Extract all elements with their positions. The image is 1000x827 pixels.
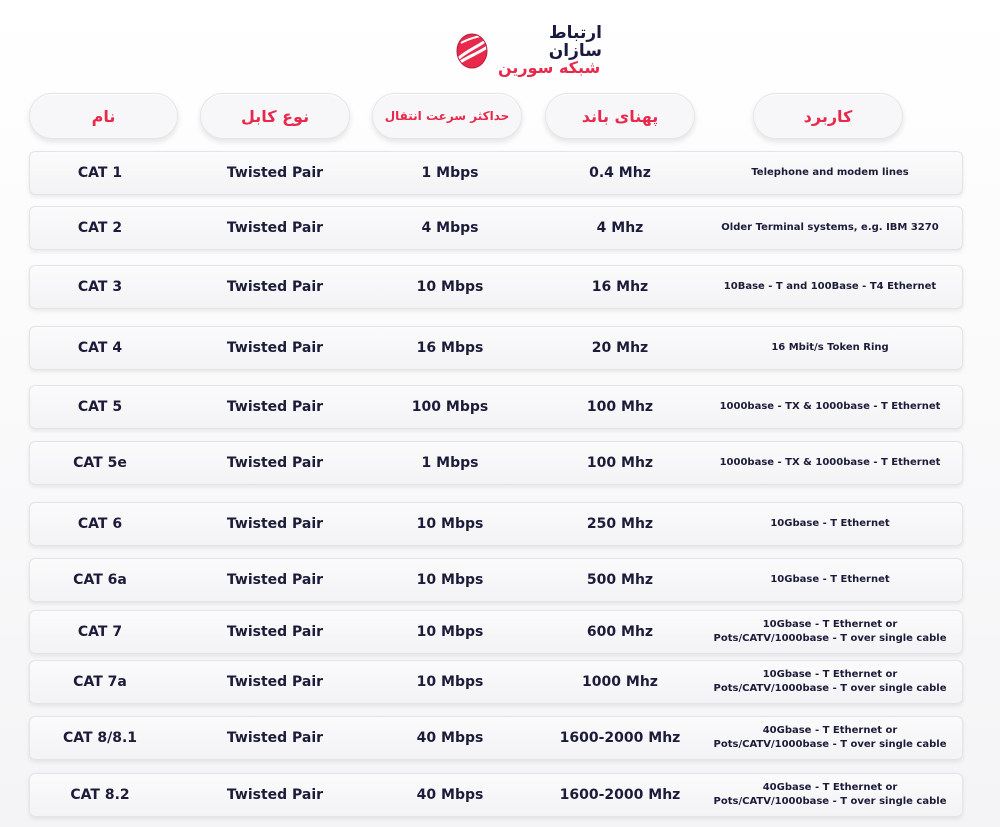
table-row [29,206,963,250]
bandwidth: 0.4 Mhz [589,165,651,181]
usage-line: 10Gbase - T Ethernet or [762,618,898,630]
max-speed: 10 Mbps [416,572,484,588]
usage-line: 16 Mbit/s Token Ring [771,341,889,353]
cable-name: CAT 3 [77,279,123,295]
max-speed: 10 Mbps [416,674,484,690]
usage [710,207,950,249]
header-usage: کاربرد [753,93,903,139]
table-row [29,558,963,602]
usage-lines [771,341,888,356]
usage [710,774,950,816]
table-row [29,385,963,429]
bandwidth: 1600-2000 Mhz [559,730,681,746]
brand-line-2: شبکه سورین [498,58,601,78]
bandwidth: 1000 Mhz [582,674,658,690]
cable-name: CAT 4 [77,340,123,356]
usage [710,386,950,428]
usage-line: 10Base - T and 100Base - T4 Ethernet [723,280,937,292]
usage-line: 40Gbase - T Ethernet or [762,724,898,736]
usage-lines [714,668,947,697]
table-row [29,441,963,485]
table-row [29,326,963,370]
cable-type: Twisted Pair [226,624,324,640]
usage-line: 10Gbase - T Ethernet [770,573,890,585]
usage [710,266,950,308]
bandwidth: 20 Mhz [591,340,649,356]
usage [710,442,950,484]
header-cable-type: نوع کابل [200,93,350,139]
usage [710,503,950,545]
table-row [29,610,963,654]
bandwidth: 500 Mhz [586,572,654,588]
usage-line: 1000base - TX & 1000base - T Ethernet [719,400,941,412]
brand-logo [452,22,602,78]
usage-lines [721,221,938,236]
usage-lines [720,400,941,415]
cable-name: CAT 2 [77,220,123,236]
usage-lines [724,280,936,295]
table-row [29,660,963,704]
usage-line: 1000base - TX & 1000base - T Ethernet [719,456,941,468]
usage-line: 10Gbase - T Ethernet [770,517,890,529]
usage-lines [714,781,947,810]
cable-name: CAT 5e [73,455,127,471]
cable-name: CAT 7a [73,674,127,690]
cable-type: Twisted Pair [226,516,324,532]
usage-lines [770,573,889,588]
usage-lines [720,456,941,471]
cable-name: CAT 8/8.1 [62,730,138,746]
max-speed: 10 Mbps [416,624,484,640]
usage-line: 10Gbase - T Ethernet or [762,668,898,680]
cable-type: Twisted Pair [226,730,324,746]
cable-name: CAT 5 [77,399,123,415]
usage-line: Pots/CATV/1000base - T over single cable [713,683,947,694]
bandwidth: 16 Mhz [591,279,649,295]
cable-type: Twisted Pair [226,220,324,236]
cable-name: CAT 8.2 [70,787,130,803]
usage-line: 40Gbase - T Ethernet or [762,781,898,793]
max-speed: 16 Mbps [416,340,484,356]
table-row [29,716,963,760]
header-bandwidth: پهنای باند [545,93,695,139]
bandwidth: 100 Mhz [586,399,654,415]
usage-lines [770,517,889,532]
bandwidth: 600 Mhz [586,624,654,640]
cable-type: Twisted Pair [226,399,324,415]
usage [710,717,950,759]
max-speed: 10 Mbps [416,516,484,532]
table-row [29,502,963,546]
table-row [29,773,963,817]
max-speed: 100 Mbps [411,399,489,415]
cable-type: Twisted Pair [226,572,324,588]
cable-type: Twisted Pair [226,674,324,690]
max-speed: 4 Mbps [421,220,479,236]
max-speed: 1 Mbps [421,455,479,471]
cable-type: Twisted Pair [226,787,324,803]
cable-type: Twisted Pair [226,165,324,181]
globe-swoosh-icon [452,29,492,73]
bandwidth: 1600-2000 Mhz [559,787,681,803]
cable-name: CAT 6a [73,572,127,588]
cable-name: CAT 7 [77,624,123,640]
max-speed: 40 Mbps [416,787,484,803]
max-speed: 1 Mbps [421,165,479,181]
usage-lines [714,618,947,647]
brand-line-1: ارتباط سازان [548,22,602,61]
usage [710,327,950,369]
cable-type: Twisted Pair [226,340,324,356]
max-speed: 40 Mbps [416,730,484,746]
table-row [29,265,963,309]
bandwidth: 250 Mhz [586,516,654,532]
header-max-speed: حداکثر سرعت انتقال [372,93,522,139]
usage [710,661,950,703]
usage [710,559,950,601]
cable-type: Twisted Pair [226,279,324,295]
max-speed: 10 Mbps [416,279,484,295]
usage-lines [751,166,908,181]
bandwidth: 4 Mhz [596,220,644,236]
bandwidth: 100 Mhz [586,455,654,471]
usage-line: Telephone and modem lines [751,166,909,178]
usage-line: Pots/CATV/1000base - T over single cable [713,739,947,750]
cable-type: Twisted Pair [226,455,324,471]
usage [710,152,950,194]
usage-line: Pots/CATV/1000base - T over single cable [713,633,947,644]
header-name: نام [29,93,178,139]
usage-line: Pots/CATV/1000base - T over single cable [713,796,947,807]
usage-lines [714,724,947,753]
cable-name: CAT 6 [77,516,123,532]
usage [710,611,950,653]
usage-line: Older Terminal systems, e.g. IBM 3270 [721,221,939,233]
cable-name: CAT 1 [77,165,123,181]
table-row [29,151,963,195]
